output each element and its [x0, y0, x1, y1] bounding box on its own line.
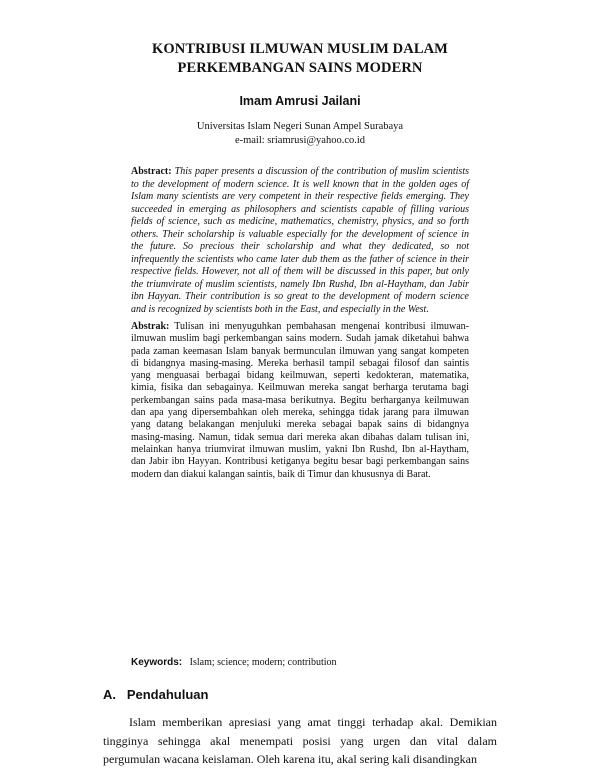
author-name: Imam Amrusi Jailani [239, 94, 361, 108]
abstrak-label: Abstrak: [131, 321, 170, 332]
keywords-text: Islam; science; modern; contribution [189, 657, 337, 668]
title-line-1: KONTRIBUSI ILMUWAN MUSLIM DALAM [152, 41, 448, 57]
body-paragraph: Islam memberikan apresiasi yang amat tinggi terhadap akal. Demikian tingginya sehingga akal menempati posisi yang urgen dan vital dalam pergumulan wacana keislaman. Oleh karena itu, akal sering kali disandingkan [103, 715, 497, 766]
section-number: A. [103, 687, 116, 702]
section-heading [103, 687, 208, 702]
author-affiliation [100, 120, 500, 148]
abstract-english [131, 166, 469, 316]
abstract-text: This paper presents a discussion of the contribution of muslim scientists to the development of modern science. It is well known that in the golden ages of Islam many scientists are very competent in their respective fields emerging. They succeeded in emerging as philosophers and scientists capable of filling various fields of science, such as medicine, mathematics, chemistry, physics, and so forth others. Their scholarship is valuable especially for the development of science in the future. So precious their scholarship and what they dedicated, so not infrequently the scientists who came later dub them as the father of science in their respective fields. However, not all of them will be discussed in this paper, but only the triumvirate of muslim scientists, namely Ibn Rushd, Ibn al-Haytham, dan Jabir ibn Hayyan. Their contribution is so great to the development of modern science and is recognized by scientists both in the East, and especially in the West. [131, 166, 469, 315]
keywords-label: Keywords: [131, 657, 183, 668]
affiliation-line: Universitas Islam Negeri Sunan Ampel Surabaya [196, 121, 404, 132]
abstrak-text: Tulisan ini menyuguhkan pembahasan mengenai kontribusi ilmuwan-ilmuwan muslim bagi perkembangan sains modern. Sudah jamak diketahui bahwa pada zaman keemasan Islam banyak bermunculan ilmuwan yang sangat kompeten di bidangnya masing-masing. Mereka berhasil tampil sebagai filosof dan saintis yang menguasai berbagai bidang keilmuwan, seperti kedokteran, matematika, kimia, fisika dan sebagainya. Keilmuwan mereka sangat berharga terutama bagi perkembangan sains pada masa-masa berikutnya. Begitu berharganya keilmuwan dan apa yang dipersembahkan oleh mereka, sehingga tidak jarang para ilmuwan yang datang belakangan menjuluki mereka sebagai bapak sains di bidangnya masing-masing. Namun, tidak semua dari mereka akan dibahas dalam tulisan ini, melainkan hanya triumvirat ilmuwan muslim, yakni Ibn Rushd, Ibn al-Haytham, dan Jabir ibn Hayyan. Kontribusi ketiganya begitu besar bagi perkembangan sains modern dan diakui kalangan saintis, baik di Timur dan khususnya di Barat. [131, 321, 469, 480]
body-text [103, 713, 497, 769]
keywords-row [131, 657, 469, 668]
abstract-label: Abstract: [131, 166, 172, 177]
email-line: e-mail: sriamrusi@yahoo.co.id [234, 135, 366, 146]
abstract-indonesian [131, 321, 469, 481]
paper-title [100, 40, 500, 78]
section-title: Pendahuluan [126, 687, 209, 702]
title-line-2: PERKEMBANGAN SAINS MODERN [177, 60, 423, 76]
